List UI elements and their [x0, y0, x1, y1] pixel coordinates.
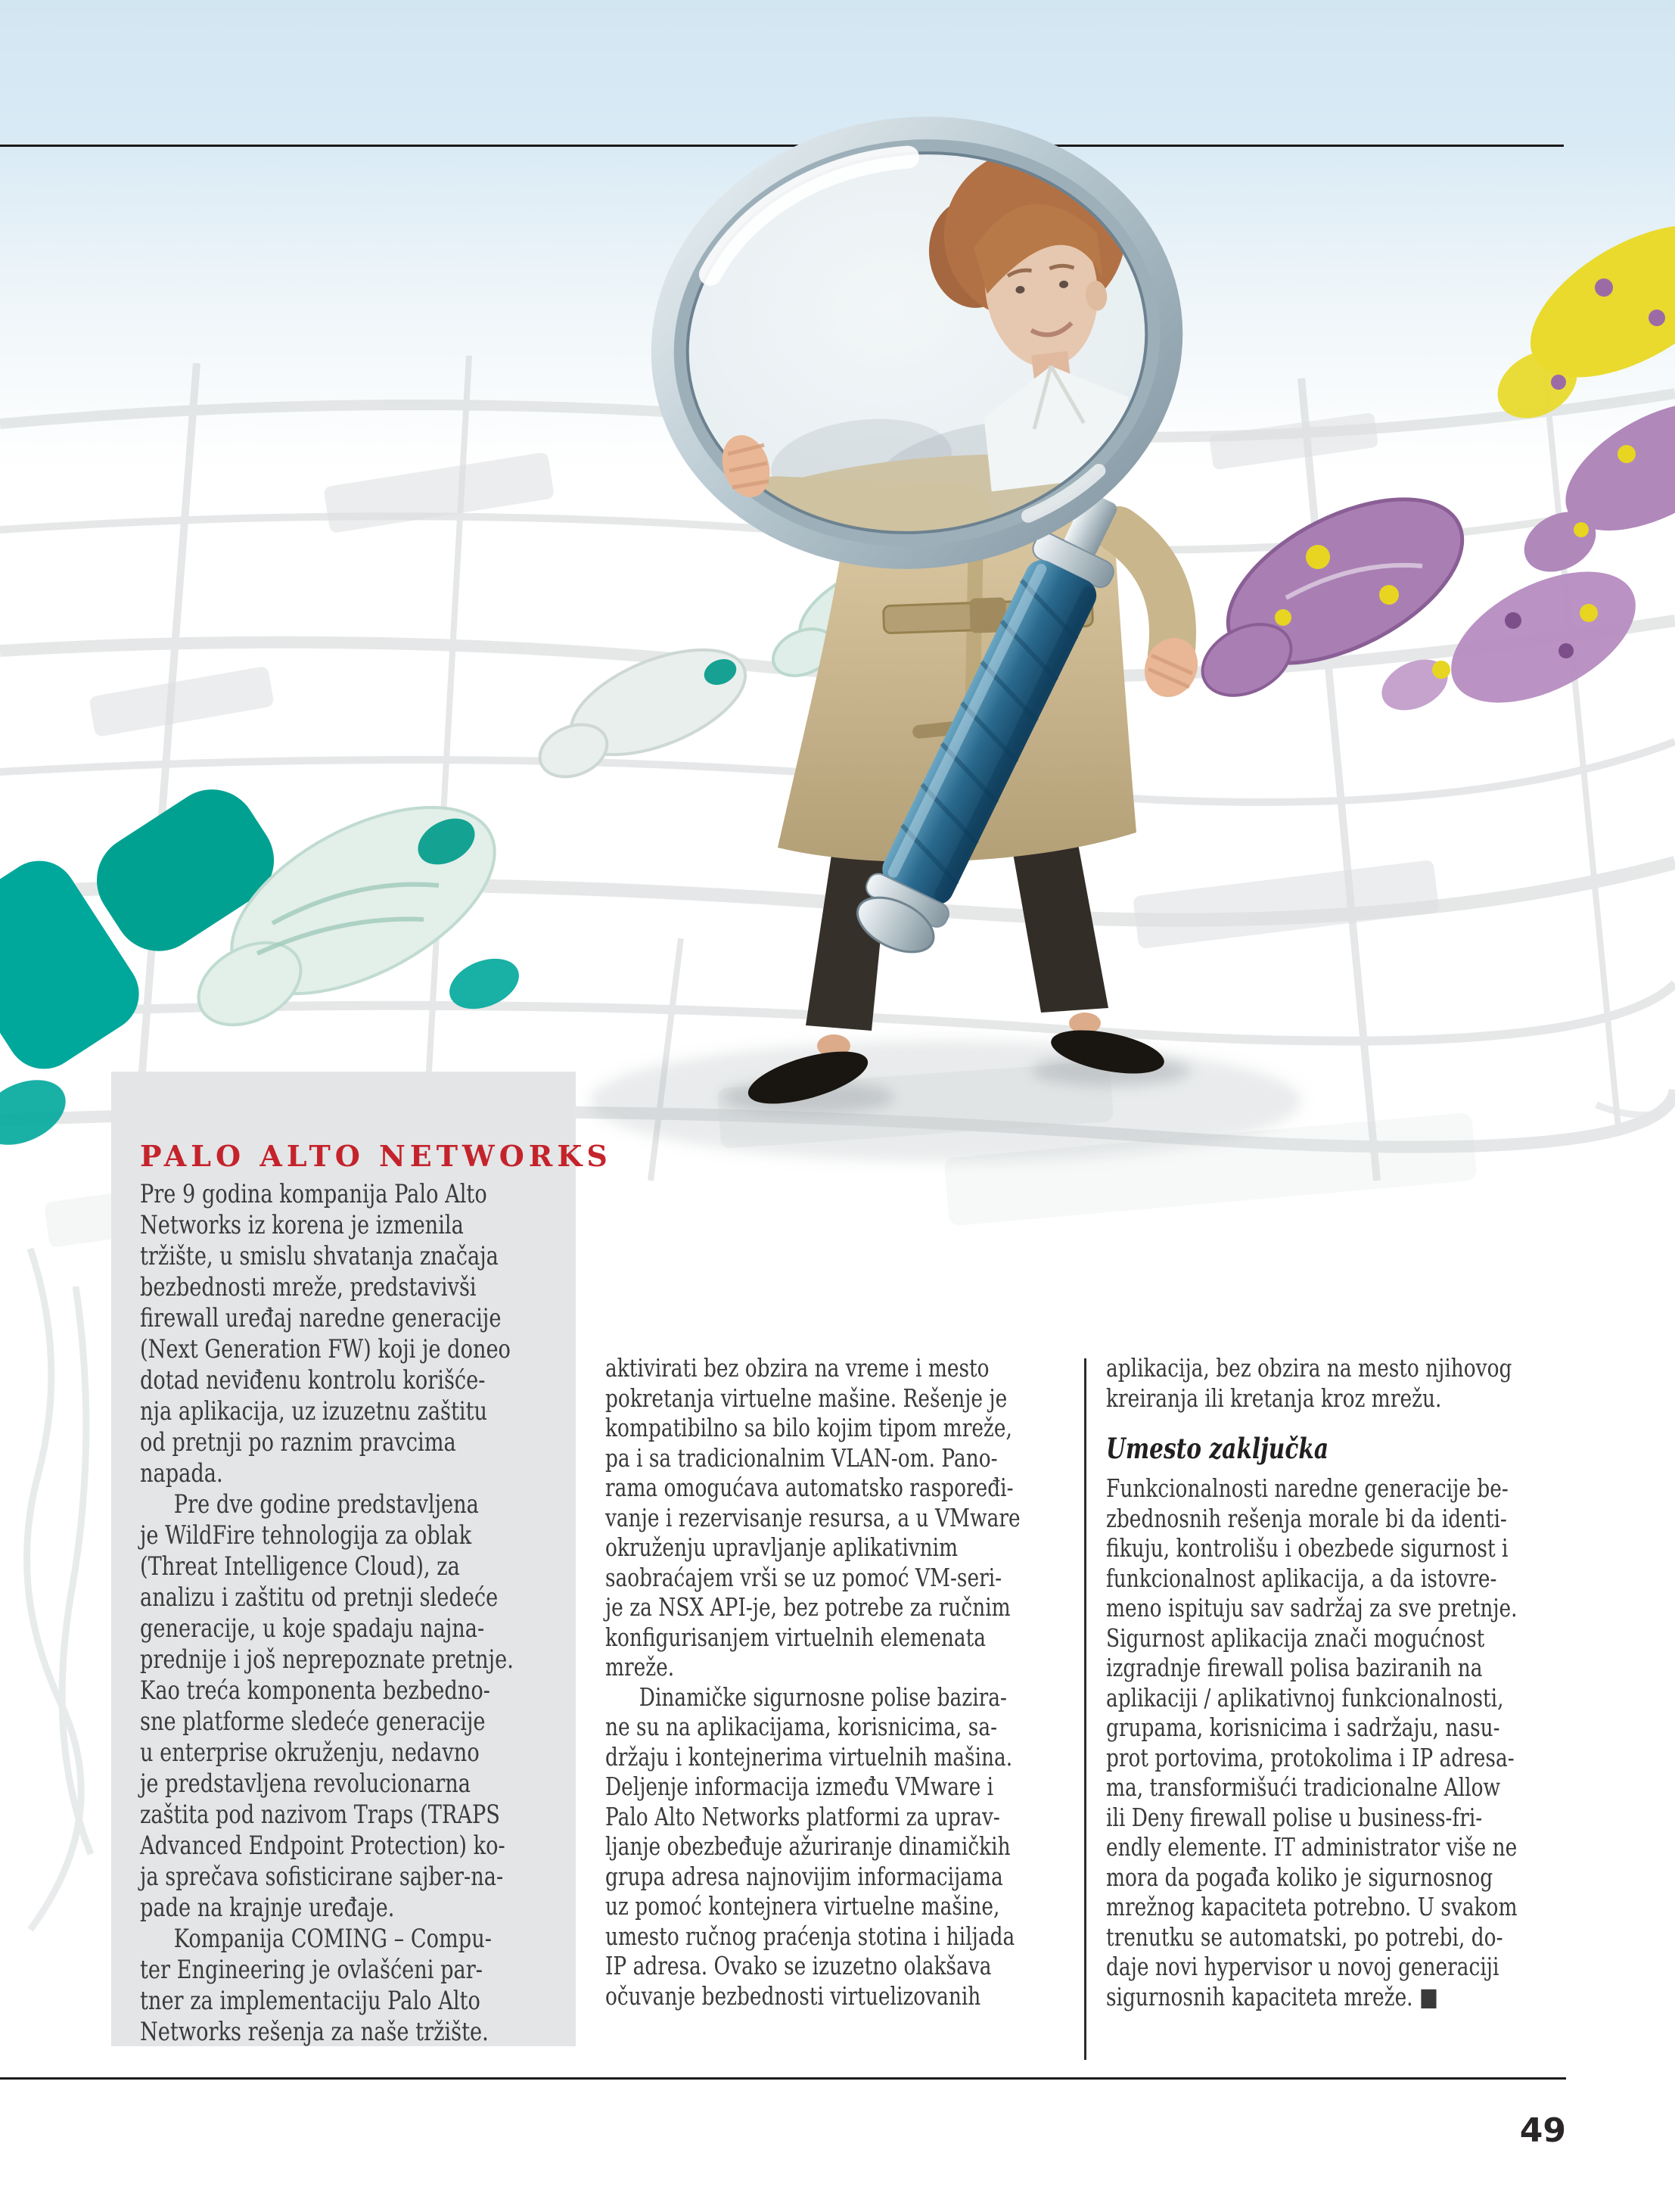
text-line: Deljenje informacija između VMware i	[605, 1772, 994, 1801]
text-line: endly elemente. IT administrator više ne	[1106, 1832, 1518, 1862]
text-line: Kompanija COMING – Compu-	[173, 1924, 492, 1954]
text-line: mora da pogađa koliko je sigurnosnog	[1106, 1862, 1493, 1892]
text-line: firewall uređaj naredne generacije	[140, 1303, 502, 1333]
sidebar-article-box	[111, 1072, 612, 2047]
text-line: Pre dve godine predstavljena	[173, 1489, 479, 1520]
text-line: prednije i još neprepoznate pretnje.	[140, 1644, 514, 1675]
text-line: daje novi hypervisor u novoj generaciji	[1106, 1952, 1499, 1981]
text-line: rama omogućava automatsko raspoređi-	[605, 1473, 1014, 1502]
text-line: je WildFire tehnologija za oblak	[140, 1520, 472, 1551]
text-line: analizu i zaštitu od pretnji sledeće	[140, 1582, 499, 1613]
text-line: kompatibilno sa bilo kojim tipom mreže,	[605, 1413, 1012, 1442]
text-line: dotad neviđenu kontrolu korišće-	[140, 1365, 486, 1395]
sidebar-heading: PALO ALTO NETWORKS	[140, 1139, 612, 1173]
right-column-body	[1106, 1473, 1572, 2011]
text-line: zaštita pod nazivom Traps (TRAPS	[140, 1800, 500, 1830]
text-line: tner za implementaciju Palo Alto	[140, 1986, 480, 2016]
text-line: ter Engineering je ovlašćeni par-	[140, 1955, 483, 1985]
text-line: aplikacija, bez obzira na mesto njihovog	[1106, 1353, 1512, 1383]
text-line: bezbednosti mreže, predstavivši	[140, 1272, 477, 1302]
figure-shadows	[590, 1041, 1301, 1162]
text-line: izgradnje firewall polisa baziranih na	[1106, 1653, 1483, 1682]
text-line: držaju i kontejnerima virtuelnih mašina.	[605, 1741, 1013, 1772]
text-line: saobraćajem vrši se uz pomoć VM-seri-	[605, 1562, 1002, 1592]
text-line: konfigurisanjem virtuelnih elemenata	[605, 1622, 986, 1652]
text-line: u enterprise okruženju, nedavno	[140, 1738, 480, 1768]
text-line: prot portovima, protokolima i IP adresa-	[1106, 1742, 1515, 1772]
article-column-right	[1106, 1353, 1572, 2011]
text-line: ja sprečava sofisticirane sajber-na-	[140, 1862, 504, 1892]
column-divider-line	[1084, 1358, 1086, 2060]
text-line: Networks iz korena je izmenila	[140, 1210, 464, 1240]
text-line: umesto ručnog praćenja stotina i hiljada	[605, 1921, 1015, 1951]
text-line: ne su na aplikacijama, korisnicima, sa-	[605, 1712, 998, 1741]
text-line: grupa adresa najnovijim informacijama	[605, 1861, 1003, 1891]
text-line: (Threat Intelligence Cloud), za	[140, 1551, 460, 1582]
text-line: napada.	[140, 1458, 223, 1489]
text-line: Advanced Endpoint Protection) ko-	[140, 1831, 505, 1861]
text-line: ljanje obezbeđuje ažuriranje dinamičkih	[605, 1831, 1011, 1861]
text-line: fikuju, kontrolišu i obezbede sigurnost i	[1106, 1533, 1509, 1563]
text-line: nja aplikacija, uz izuzetnu zaštitu	[140, 1396, 488, 1426]
text-line: sne platforme sledeće generacije	[140, 1706, 486, 1737]
text-line: pokretanja virtuelne mašine. Rešenje je	[605, 1383, 1008, 1413]
text-line: Pre 9 godina kompanija Palo Alto	[140, 1179, 487, 1209]
text-line: Dinamičke sigurnosne polise bazira-	[639, 1682, 1007, 1712]
page-number: 49	[1519, 2111, 1566, 2150]
text-line: grupama, korisnicima i sadržaju, nasu-	[1106, 1713, 1500, 1742]
text-line: kreiranja ili kretanja kroz mrežu.	[1106, 1383, 1442, 1413]
text-line: od pretnji po raznim pravcima	[140, 1427, 456, 1458]
text-line: (Next Generation FW) koji je doneo	[140, 1334, 511, 1364]
text-line: očuvanje bezbednosti virtuelizovanih	[605, 1980, 981, 2011]
text-line: aplikaciji / aplikativnoj funkcionalnosti,	[1106, 1682, 1504, 1713]
text-line: uz pomoć kontejnera virtuelne mašine,	[605, 1891, 1000, 1921]
text-line: Sigurnost aplikacija znači mogućnost	[1106, 1622, 1485, 1653]
text-line: tržište, u smislu shvatanja značaja	[140, 1241, 499, 1271]
article-column-middle	[605, 1353, 1071, 2011]
text-line: pade na krajnje uređaje.	[140, 1893, 395, 1923]
text-line: ili Deny firewall polise u business-fri-	[1106, 1802, 1483, 1832]
text-line: okruženju upravljanje aplikativnim	[605, 1532, 959, 1562]
text-line: trenutku se automatski, po potrebi, do-	[1106, 1921, 1503, 1952]
text-line: je za NSX API-je, bez potrebe za ručnim	[605, 1592, 1011, 1622]
woman-right-sleeve	[1118, 530, 1173, 655]
text-line: sigurnosnih kapaciteta mreže. ■	[1106, 1981, 1438, 2011]
text-line: mreže.	[605, 1652, 675, 1682]
text-line: Funkcionalnosti naredne generacije be-	[1106, 1473, 1509, 1503]
text-line: Palo Alto Networks platformi za uprav-	[605, 1801, 1000, 1831]
text-line: IP adresa. Ovako se izuzetno olakšava	[605, 1951, 992, 1980]
text-line: ma, transformišući tradicionalne Allow	[1106, 1772, 1501, 1802]
text-line: funkcionalnost aplikacija, a da istovre-	[1106, 1563, 1497, 1593]
text-line: mrežnog kapaciteta potrebno. U svakom	[1106, 1892, 1518, 1921]
right-column-subheading: Umesto zaključka	[1106, 1432, 1329, 1465]
text-line: meno ispituju sav sadržaj za sve pretnje.	[1106, 1593, 1518, 1622]
text-line: zbednosnih rešenja morale bi da identi-	[1106, 1503, 1507, 1533]
text-line: Kao treća komponenta bezbedno-	[140, 1675, 490, 1706]
text-line: generacije, u koje spadaju najna-	[140, 1613, 485, 1644]
text-line: pa i sa tradicionalnim VLAN-om. Pano-	[605, 1442, 998, 1473]
text-line: Networks rešenja za naše tržište.	[140, 2017, 489, 2047]
right-column-intro	[1106, 1353, 1572, 1413]
woman-right-hand	[1136, 630, 1207, 706]
text-line: vanje i rezervisanje resursa, a u VMware	[605, 1502, 1021, 1532]
text-line: je predstavljena revolucionarna	[140, 1769, 471, 1799]
text-line: aktivirati bez obzira na vreme i mesto	[605, 1353, 990, 1383]
sidebar-body-text	[140, 1179, 564, 2048]
